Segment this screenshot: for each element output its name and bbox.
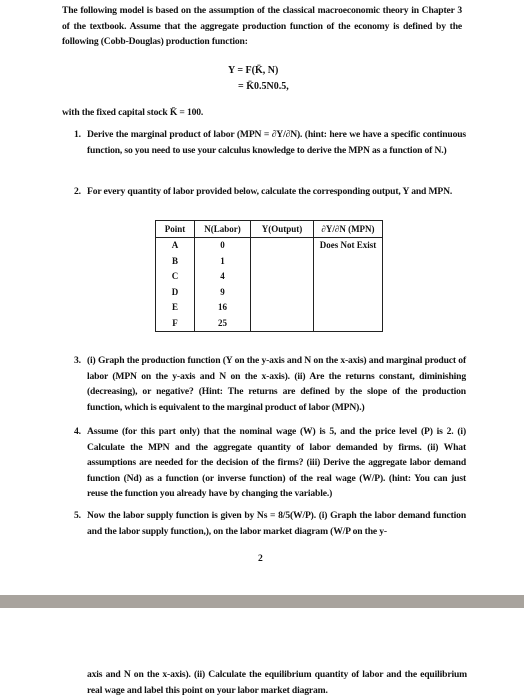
question-text: For every quantity of labor provided below, calculate the corresponding output, Y and MPN. bbox=[87, 186, 453, 197]
question-2 bbox=[62, 184, 466, 200]
table-cell: 1 bbox=[195, 253, 251, 269]
table-header-cell: Point bbox=[156, 221, 195, 238]
table-header-cell: Y(Output) bbox=[251, 221, 314, 238]
table-cell: Does Not Exist bbox=[314, 237, 383, 253]
question-text: Derive the marginal product of labor (MPN = ∂Y/∂N). (hint: here we have a specific continuous function, so you need to use your calculus knowledge to derive the MPN as a function of N.) bbox=[87, 129, 466, 156]
question-number: 3. bbox=[74, 355, 81, 366]
equation-line-2: = K̄0.5N0.5, bbox=[238, 80, 289, 92]
table-cell bbox=[251, 300, 314, 316]
table-row bbox=[156, 253, 383, 269]
table-cell: 16 bbox=[195, 300, 251, 316]
table-cell: 4 bbox=[195, 269, 251, 285]
question-number: 2. bbox=[74, 186, 81, 197]
table-cell: A bbox=[156, 237, 195, 253]
fixed-capital-statement: with the fixed capital stock K̄ = 100. bbox=[62, 107, 204, 118]
table-cell bbox=[314, 269, 383, 285]
table-cell bbox=[251, 315, 314, 331]
table-cell: B bbox=[156, 253, 195, 269]
table-cell bbox=[251, 284, 314, 300]
table-cell bbox=[314, 253, 383, 269]
table-header-cell: N(Labor) bbox=[195, 221, 251, 238]
page-number: 2 bbox=[258, 553, 263, 564]
table-cell: C bbox=[156, 269, 195, 285]
table-cell bbox=[314, 300, 383, 316]
labor-output-table bbox=[155, 220, 383, 332]
table-cell bbox=[314, 315, 383, 331]
intro-paragraph: The following model is based on the assumption of the classical macroeconomic theory in Chapter 3 of the textbook. Assume that the aggregate production function of the economy is defined by the following (Cobb-Douglas) production function: bbox=[62, 5, 462, 48]
table-cell: F bbox=[156, 315, 195, 331]
question-text: Assume (for this part only) that the nominal wage (W) is 5, and the price level (P) is 2. (i) Calculate the MPN and the aggregate quantity of labor demanded by firms. (ii) What assumptions are needed for the decision of the firms? (iii) Derive the aggregate labor demand function (Nd) as a function (or inverse function) of the real wage (W/P). (hint: You can just reuse the function you already have by changing the variable.) bbox=[87, 426, 466, 500]
question-text: (i) Graph the production function (Y on the y-axis and N on the x-axis) and marginal product of labor (MPN on the y-axis and N on the x-axis). (ii) Are the returns constant, diminishing (decreasing), or negative? (Hint: The returns are defined by the slope of the production function, which is equivalent to the marginal product of labor (MPN).) bbox=[87, 355, 466, 413]
equation-line-1: Y = F(K̄, N) bbox=[228, 65, 279, 76]
question-number: 5. bbox=[74, 510, 81, 521]
question-1 bbox=[62, 127, 466, 158]
table-header-cell: ∂Y/∂N (MPN) bbox=[314, 221, 383, 238]
question-text: Now the labor supply function is given by Ns = 8/5(W/P). (i) Graph the labor demand function and the labor supply function,), on the labor market diagram (W/P on the y- bbox=[87, 510, 466, 537]
question-5 bbox=[62, 508, 466, 539]
table-cell: 25 bbox=[195, 315, 251, 331]
table-row bbox=[156, 284, 383, 300]
question-number: 4. bbox=[74, 426, 81, 437]
production-function-equation bbox=[228, 63, 289, 94]
table-cell: 9 bbox=[195, 284, 251, 300]
question-number: 1. bbox=[74, 129, 81, 140]
table-cell: E bbox=[156, 300, 195, 316]
table-cell bbox=[314, 284, 383, 300]
table-row bbox=[156, 315, 383, 331]
table-cell: 0 bbox=[195, 237, 251, 253]
table-cell bbox=[251, 237, 314, 253]
table-row bbox=[156, 300, 383, 316]
table-cell: D bbox=[156, 284, 195, 300]
continuation-text: axis and N on the x-axis). (ii) Calculate the equilibrium quantity of labor and the equilibrium real wage and label this point on your labor market diagram. bbox=[87, 669, 467, 696]
question-4 bbox=[62, 424, 466, 502]
table-header-row bbox=[156, 221, 383, 238]
table-row bbox=[156, 237, 383, 253]
table-cell bbox=[251, 269, 314, 285]
question-3 bbox=[62, 353, 466, 415]
page-separator bbox=[0, 595, 524, 608]
table-row bbox=[156, 269, 383, 285]
table-cell bbox=[251, 253, 314, 269]
